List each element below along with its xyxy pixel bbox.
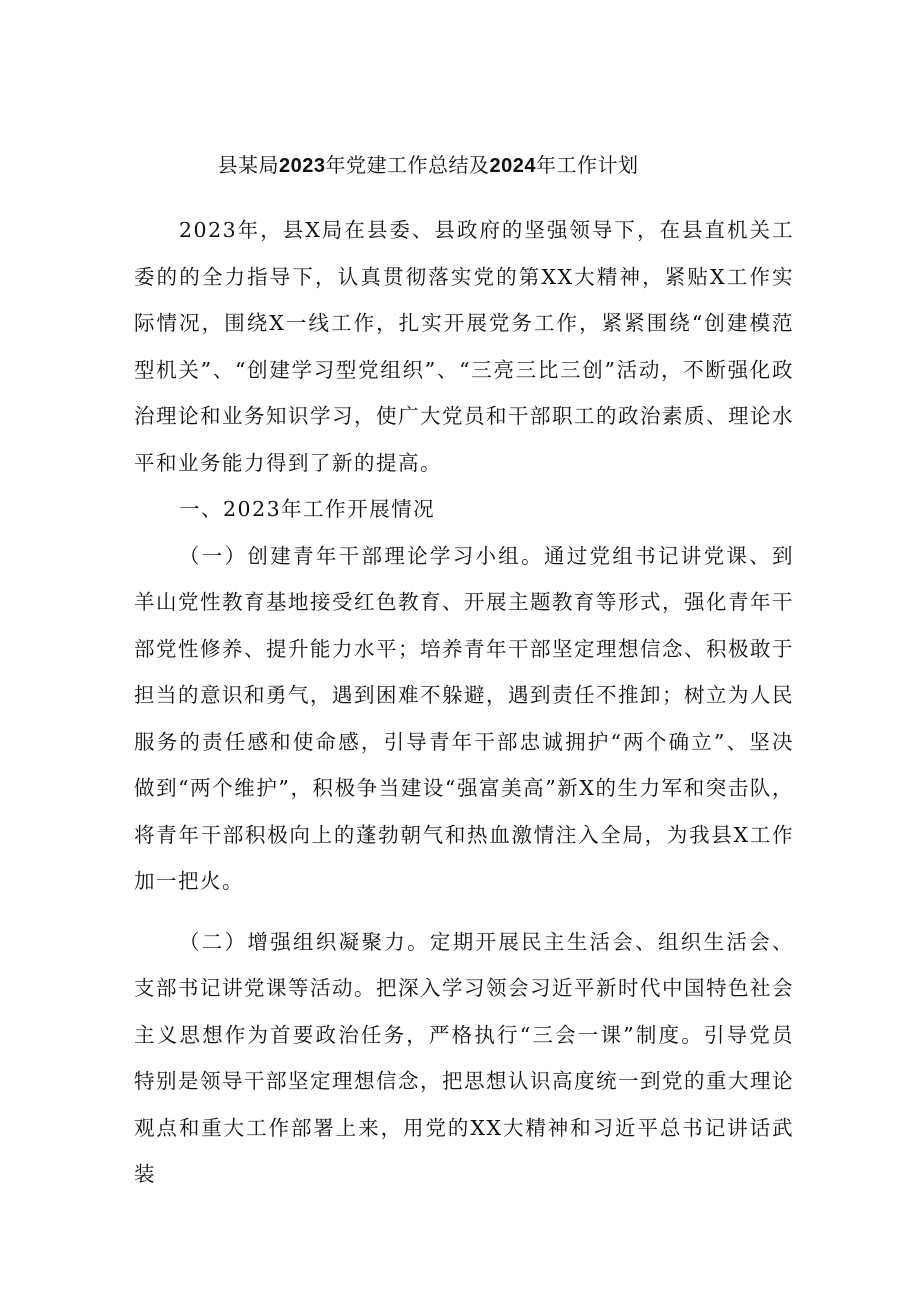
intro-paragraph: 2023年，县X局在县委、县政府的坚强领导下，在县直机关工委的的全力指导下，认真贯彻落实党的第XX大精神，紧贴X工作实际情况，围绕X一线工作，扎实开展党务工作，紧紧围绕“创建模范型机关”、“创建学习型党组织”、“三亮三比三创”活动，不断强化政治理论和业务知识学习，使广大党员和干部职工的政治素质、理论水平和业务能力得到了新的提高。 xyxy=(134,218,794,475)
item-2-paragraph: （二）增强组织凝聚力。定期开展民主生活会、组织生活会、支部书记讲党课等活动。把深入学习领会习近平新时代中国特色社会主义思想作为首要政治任务，严格执行“三会一课”制度。引导党员特别是领导干部坚定理想信念，把思想认识高度统一到党的重大理论观点和重大工作部署上来，用党的XX大精神和习近平总书记讲话武装 xyxy=(134,929,794,1186)
title-part: 年党建工作总结及 xyxy=(325,153,490,177)
document-title xyxy=(0,150,856,181)
item-1-paragraph: （一）创建青年干部理论学习小组。通过党组书记讲党课、到羊山党性教育基地接受红色教育、开展主题教育等形式，强化青年干部党性修养、提升能力水平；培养青年干部坚定理想信念、积极敢于担当的意识和勇气，遇到困难不躲避，遇到责任不推卸；树立为人民服务的责任感和使命感，引导青年干部忠诚拥护“两个确立”、坚决做到“两个维护”，积极争当建设“强富美高”新X的生力军和突击队，将青年干部积极向上的蓬勃朝气和热血激情注入全局，为我县X工作加一把火。 xyxy=(134,543,794,893)
title-year-2024: 2024 xyxy=(489,155,536,177)
document-body xyxy=(134,207,794,1198)
section-heading: 一、2023年工作开展情况 xyxy=(179,497,436,521)
title-part: 年工作计划 xyxy=(536,153,639,177)
title-year-2023: 2023 xyxy=(279,155,326,177)
title-part: 县某局 xyxy=(217,153,279,177)
